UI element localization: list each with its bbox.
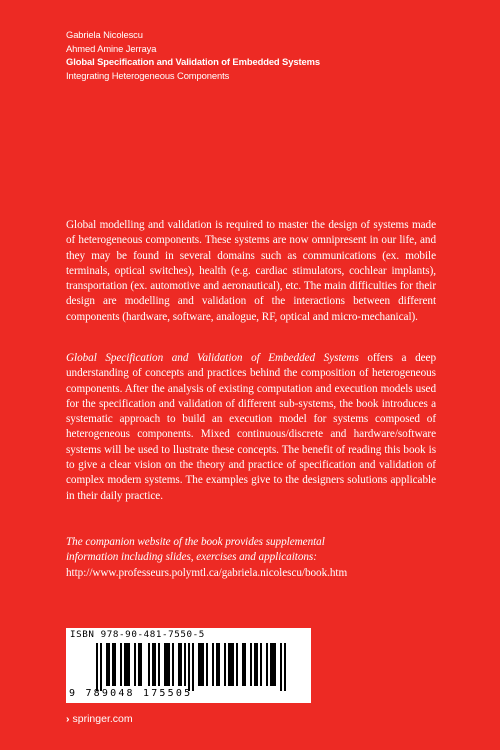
barcode-bar [218, 643, 220, 686]
barcode-bar [228, 643, 230, 686]
description-paragraph-1 [66, 218, 436, 325]
paragraph-rest: offers a deep understanding of concepts and practices behind the composition of heterogeneous components. After the analysis of existing computation and execution models used for the specification and validation of different sub-systems, the book introduces a systematic approach to build an execution model for systems composed of heterogeneous components. Mixed continuous/discrete and hardware/software systems will be used to llustrate these concepts. The benefit of reading this book is to give a clear vision on the theory and practice of specification and validation of complex modern systems. The examples give to the designers solutions applicable in their daily practice. [66, 352, 436, 502]
barcode-bar [180, 643, 182, 686]
barcode-bar [140, 643, 142, 686]
barcode-icon [96, 643, 286, 691]
author-name: Gabriela Nicolescu [66, 29, 143, 40]
barcode-bar [112, 643, 114, 686]
barcode-bar [114, 643, 116, 686]
barcode-bar [232, 643, 234, 686]
barcode-bar [154, 643, 156, 686]
companion-line: information including slides, exercises and applicaitons: [66, 551, 317, 564]
barcode-bar [206, 643, 208, 686]
barcode-bar [152, 643, 154, 686]
companion-note [66, 535, 466, 581]
barcode-bar [242, 643, 244, 686]
barcode-bar [236, 643, 238, 686]
barcode-bar [172, 643, 174, 686]
barcode-bar [166, 643, 168, 686]
barcode-bar [230, 643, 232, 686]
barcode-bar [256, 643, 258, 686]
book-subtitle: Integrating Heterogeneous Components [66, 69, 230, 81]
barcode-bar [280, 643, 282, 691]
barcode-bar [124, 643, 126, 686]
barcode-bar [164, 643, 166, 686]
barcode-bar [134, 643, 136, 686]
barcode-bar [270, 643, 272, 686]
cover-header [66, 28, 320, 82]
barcode-block [66, 628, 311, 703]
paragraph-text: Global modelling and validation is required to master the design of systems made of heterogeneous components. These systems are now omnipresent in our life, and they may be found in several domains such as communications (ex. mobile terminals, optical switches), health (e.g. cardiac stimulators, cochlear implants), transportation (ex. automotive and aeronautical), etc. The main difficulties for their design are modelling and validation of the interactions between different components (hardware, software, analogue, RF, optical and micro-mechanical). [66, 219, 436, 323]
barcode-bar [120, 643, 122, 686]
barcode-bar [202, 643, 204, 686]
publisher-footer [66, 713, 133, 725]
companion-line: The companion website of the book provides supplemental [66, 536, 325, 548]
barcode-bar [244, 643, 246, 686]
book-title-italic: Global Specification and Validation of Embedded Systems [66, 352, 359, 364]
barcode-bar [126, 643, 128, 686]
barcode-bar [200, 643, 202, 686]
author-name: Ahmed Amine Jerraya [66, 42, 157, 54]
barcode-bar [224, 643, 226, 686]
barcode-bar [192, 643, 194, 691]
barcode-bar [272, 643, 274, 686]
barcode-bar [158, 643, 160, 686]
isbn-label: ISBN 978-90-481-7550-5 [70, 629, 205, 640]
chevron-right-icon: › [66, 713, 70, 725]
barcode-bar [254, 643, 256, 686]
barcode-bar [266, 643, 268, 686]
barcode-bar [128, 643, 130, 686]
barcode-bar [184, 643, 186, 686]
barcode-bar [188, 643, 190, 691]
book-title: Global Specification and Validation of Embedded Systems [66, 56, 320, 67]
barcode-bar [106, 643, 108, 686]
barcode-digits: 9 789048 175505 [69, 688, 193, 699]
barcode-bar [274, 643, 276, 686]
paragraph-text [66, 351, 436, 504]
description-paragraph-2 [66, 351, 436, 504]
barcode-bar [250, 643, 252, 686]
barcode-bar [216, 643, 218, 686]
barcode-bar [168, 643, 170, 686]
barcode-bar [108, 643, 110, 686]
barcode-bar [178, 643, 180, 686]
publisher-link[interactable]: springer.com [72, 713, 133, 725]
barcode-bar [100, 643, 102, 691]
barcode-bar [260, 643, 262, 686]
barcode-bar [212, 643, 214, 686]
barcode-bar [96, 643, 98, 691]
companion-url-link[interactable]: http://www.professeurs.polymtl.ca/gabriela.nicolescu/book.htm [66, 566, 348, 579]
barcode-bar [284, 643, 286, 691]
barcode-bar [138, 643, 140, 686]
barcode-bar [198, 643, 200, 686]
barcode-bar [148, 643, 150, 686]
